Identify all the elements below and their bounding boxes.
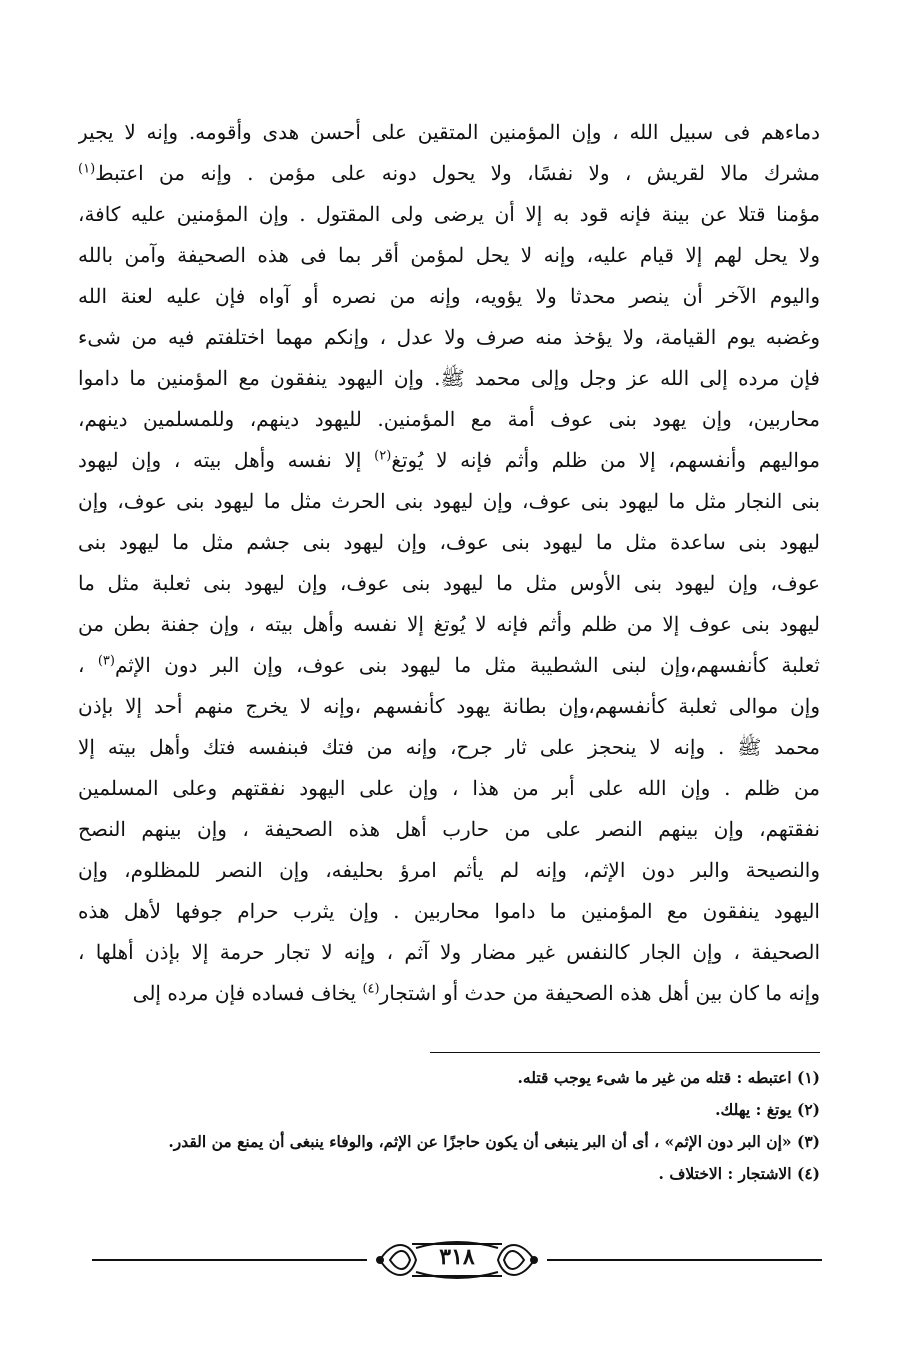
footnote: (٣) «إن البر دون الإثم» ، أى أن البر ينبغى أن يكون حاجزًا عن الإثم، والوفاء ينبغى أن يمنع من القدر. xyxy=(168,1132,820,1151)
text-line xyxy=(78,276,820,317)
text-line xyxy=(78,645,820,686)
line-text: مشرك مالا لقريش ، ولا نفسًا، ولا يحول دونه على مؤمن . وإنه من اعتبط xyxy=(95,161,820,185)
line-text: عوف، وإن ليهود بنى الأوس مثل ما ليهود بنى عوف، وإن ليهود بنى ثعلبة مثل ما xyxy=(78,571,820,595)
line-text: نفقتهم، وإن بينهم النصر على من حارب أهل هذه الصحيفة ، وإن بينهم النصح xyxy=(78,817,820,841)
line-text: مواليهم وأنفسهم، إلا من ظلم وأثم فإنه لا يُوتغ xyxy=(391,448,820,472)
line-text: دماءهم فى سبيل الله ، وإن المؤمنين المتقين على أحسن هدى وأقومه. وإنه لا يجير xyxy=(78,120,820,144)
line-text: اليهود ينفقون مع المؤمنين ما داموا محاربين . وإن يثرب حرام جوفها لأهل هذه xyxy=(78,899,820,923)
footnote-marker-3: (٣) xyxy=(97,653,115,669)
text-line xyxy=(78,112,820,153)
footnote-marker-2: (٢) xyxy=(374,448,392,464)
text-line xyxy=(78,563,820,604)
line-text: والنصيحة والبر دون الإثم، وإنه لم يأثم امرؤ بحليفه، وإن النصر للمظلوم، وإن xyxy=(78,858,820,882)
text-line xyxy=(78,194,820,235)
line-text: الصحيفة ، وإن الجار كالنفس غير مضار ولا آثم ، وإنه لا تجار حرمة إلا بإذن أهلها ، xyxy=(78,940,820,964)
text-line xyxy=(78,809,820,850)
footnote-marker-4: (٤) xyxy=(362,981,380,997)
line-text: ليهود بنى عوف إلا من ظلم وأثم فإنه لا يُوتغ إلا نفسه وأهل بيته ، وإن جفنة بطن من xyxy=(78,612,820,636)
text-line xyxy=(78,686,820,727)
line-text: ولا يحل لهم إلا قيام عليه، وإنه لا يحل لمؤمن أقر بما فى هذه الصحيفة وآمن بالله xyxy=(78,243,820,267)
line-text: مؤمنا قتلا عن بينة فإنه قود به إلا أن يرضى ولى المقتول . وإن المؤمنين عليه كافة، xyxy=(78,202,820,226)
text-line xyxy=(78,768,820,809)
text-line xyxy=(78,235,820,276)
footnote-divider xyxy=(430,1052,820,1053)
text-line xyxy=(78,727,820,768)
footnote: (٢) يوتغ : يهلك. xyxy=(715,1100,820,1119)
line-text: إلا نفسه وأهل بيته ، وإن ليهود xyxy=(78,448,362,472)
line-text: محمد ﷺ . وإنه لا ينحجز على ثار جرح، وإنه من فتك فبنفسه فتك وأهل بيته إلا xyxy=(78,735,820,759)
line-text: ليهود بنى ساعدة مثل ما ليهود بنى عوف، وإن ليهود بنى جشم مثل ما ليهود بنى xyxy=(78,530,820,554)
footer-rule-right xyxy=(547,1259,822,1261)
line-text: من ظلم . وإن الله على أبر من هذا ، وإن على اليهود نفقتهم وعلى المسلمين xyxy=(78,776,820,800)
text-line xyxy=(78,481,820,522)
page-number: ٣١٨ xyxy=(439,1244,475,1270)
line-text: واليوم الآخر أن ينصر محدثا ولا يؤويه، وإنه من نصره أو آواه فإن عليه لعنة الله xyxy=(78,284,820,308)
text-line xyxy=(78,932,820,973)
line-text: يخاف فساده فإن مرده إلى xyxy=(132,981,357,1005)
footer-rule-left xyxy=(92,1259,367,1261)
line-text: وغضبه يوم القيامة، ولا يؤخذ منه صرف ولا عدل ، وإنكم مهما اختلفتم فيه من شىء xyxy=(78,325,820,349)
text-line xyxy=(78,440,820,481)
line-text: بنى النجار مثل ما ليهود بنى عوف، وإن ليهود بنى الحرث مثل ما ليهود بنى عوف، وإن xyxy=(78,489,820,513)
text-line xyxy=(78,153,820,194)
page-footer xyxy=(92,1230,822,1290)
text-line xyxy=(78,358,820,399)
body-text xyxy=(78,112,820,1014)
line-text: ، xyxy=(78,653,85,677)
line-text: وإن موالى ثعلبة كأنفسهم،وإن بطانة يهود كأنفسهم ،وإنه لا يخرج منهم أحد إلا بإذن xyxy=(78,694,820,718)
footnote: (١) اعتبطه : قتله من غير ما شىء يوجب قتله. xyxy=(517,1068,820,1087)
text-line xyxy=(78,522,820,563)
text-line xyxy=(78,850,820,891)
footnote-marker-1: (١) xyxy=(78,161,96,177)
footnote: (٤) الاشتجار : الاختلاف . xyxy=(658,1164,820,1183)
text-line xyxy=(78,317,820,358)
text-line xyxy=(78,604,820,645)
text-line xyxy=(78,973,820,1014)
line-text: ثعلبة كأنفسهم،وإن لبنى الشطيبة مثل ما ليهود بنى عوف، وإن البر دون الإثم xyxy=(114,653,820,677)
text-line xyxy=(78,399,820,440)
line-text: فإن مرده إلى الله عز وجل وإلى محمد ﷺ. وإن اليهود ينفقون مع المؤمنين ما داموا xyxy=(78,366,820,390)
line-text: وإنه ما كان بين أهل هذه الصحيفة من حدث أو اشتجار xyxy=(379,981,820,1005)
text-line xyxy=(78,891,820,932)
footnotes xyxy=(130,1062,820,1190)
line-text: محاربين، وإن يهود بنى عوف أمة مع المؤمنين. لليهود دينهم، وللمسلمين دينهم، xyxy=(78,407,820,431)
